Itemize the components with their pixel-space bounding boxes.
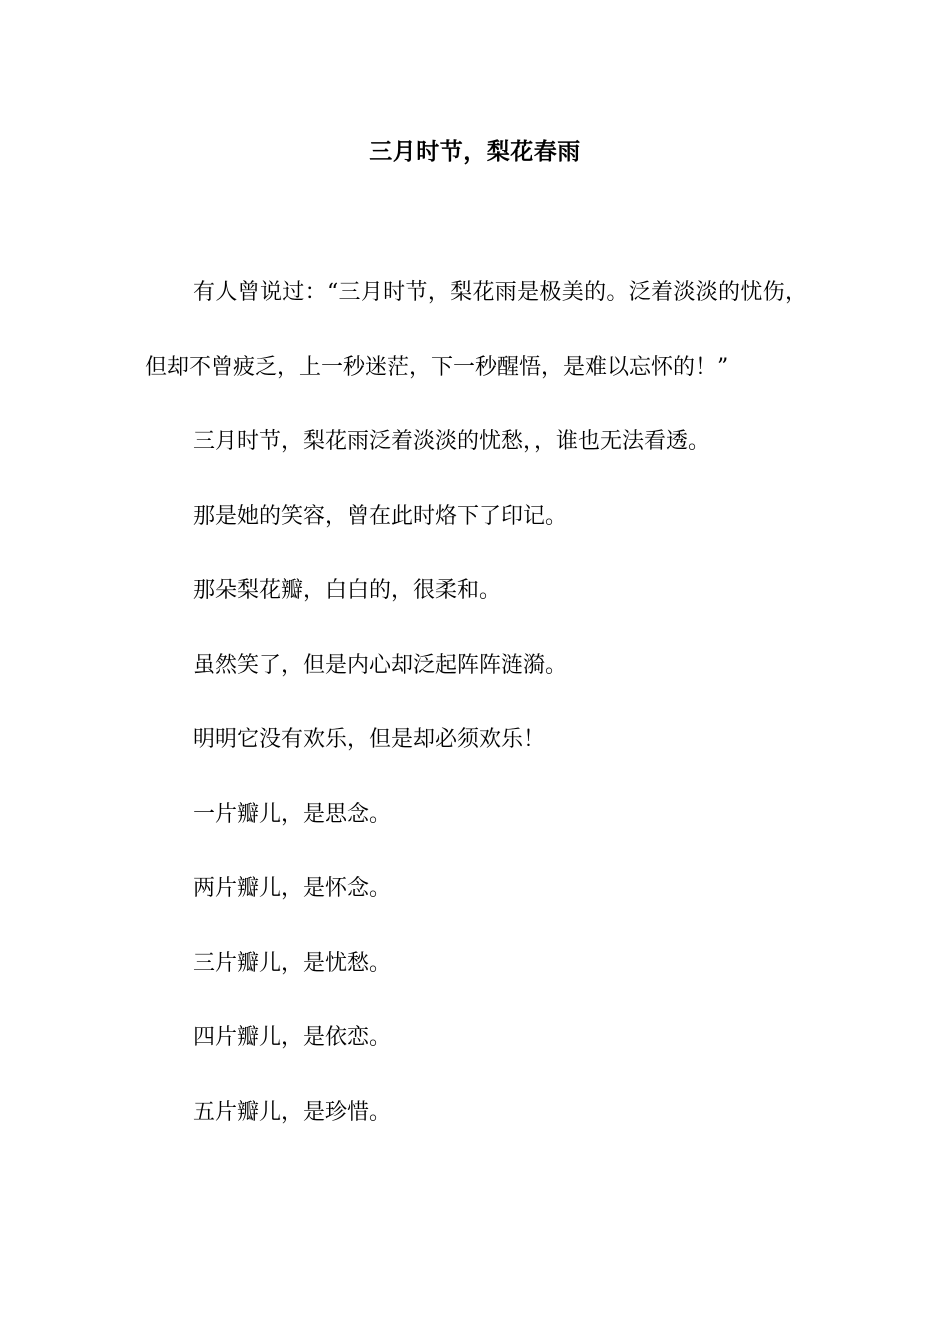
paragraph-10: 四片瓣儿，是依恋。 [193, 1025, 392, 1050]
paragraph-7: 一片瓣儿，是思念。 [193, 801, 392, 827]
paragraph-11: 五片瓣儿，是珍惜。 [193, 1099, 392, 1125]
paragraph-9: 三片瓣儿，是忧愁。 [193, 950, 392, 976]
paragraph-2: 三月时节，梨花雨泛着淡淡的忧愁，，谁也无法看透。 [193, 429, 711, 454]
document-body [145, 256, 807, 1150]
paragraph-1: 有人曾说过：“三月时节，梨花雨是极美的。泛着淡淡的忧伤，但却不曾疲乏，上一秒迷茫，下一秒醒悟，是难以忘怀的！” [145, 280, 807, 380]
page-title: 三月时节，梨花春雨 [369, 139, 581, 165]
paragraph-6: 明明它没有欢乐，但是却必须欢乐！ [193, 727, 546, 752]
paragraph-4: 那朵梨花瓣，白白的，很柔和。 [193, 578, 502, 603]
paragraph-5: 虽然笑了，但是内心却泛起阵阵涟漪。 [193, 652, 568, 678]
paragraph-8: 两片瓣儿，是怀念。 [193, 876, 392, 901]
paragraph-3: 那是她的笑容，曾在此时烙下了印记。 [193, 503, 568, 529]
